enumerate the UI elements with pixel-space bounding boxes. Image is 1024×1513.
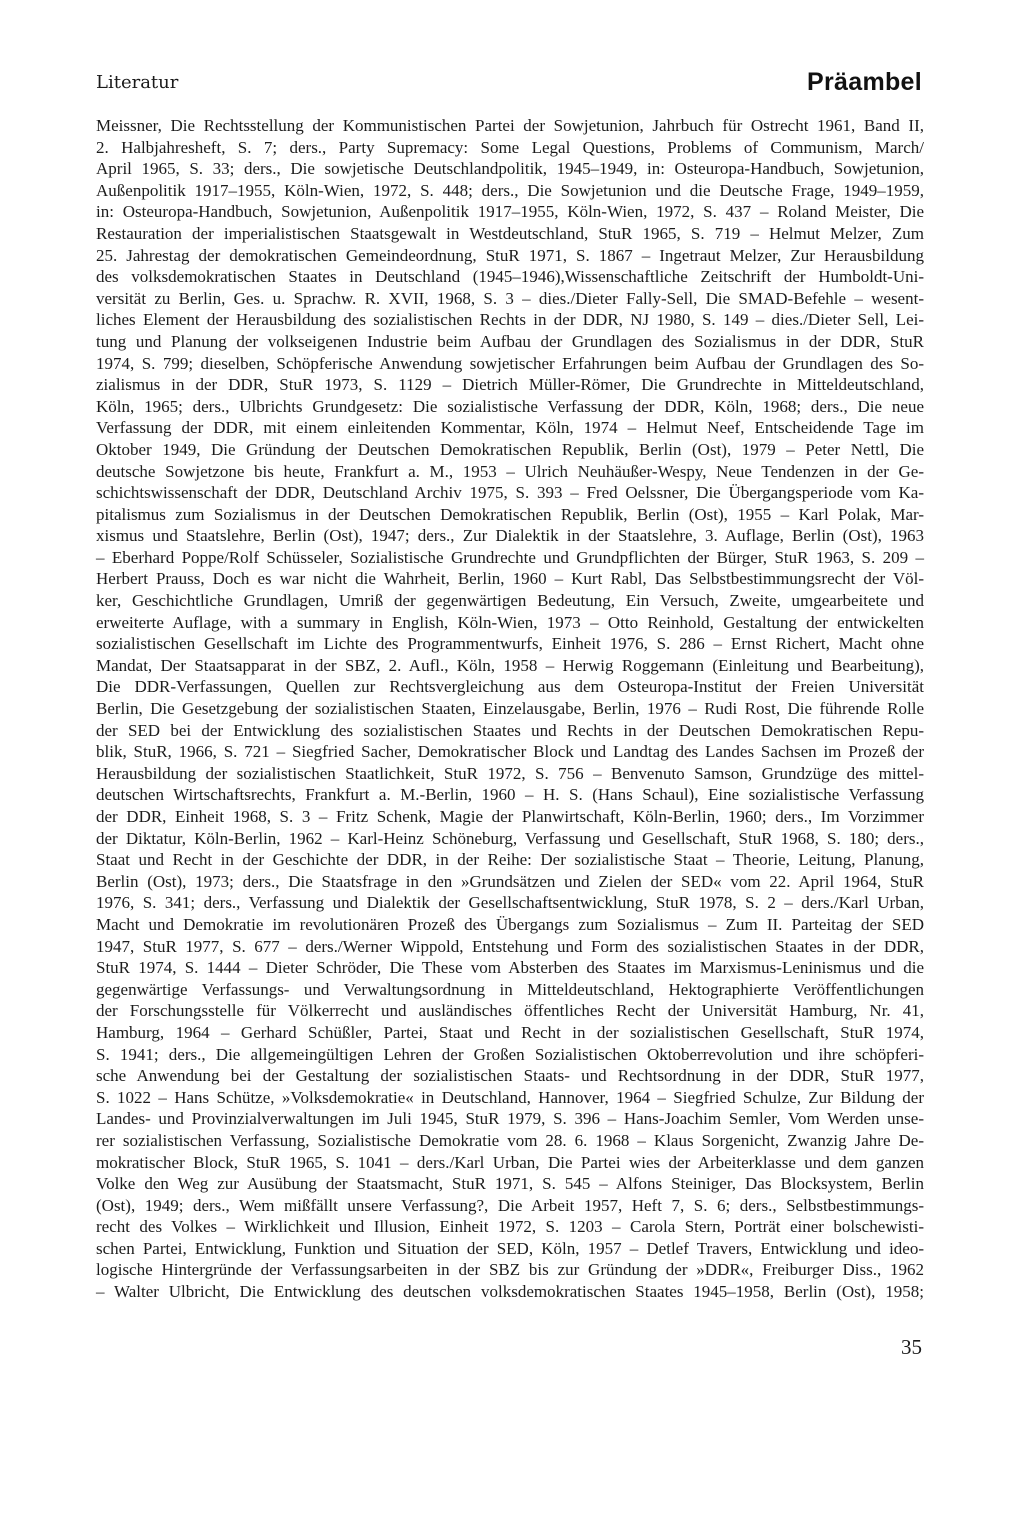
text-line: Herbert Prauss, Doch es war nicht die Wahrheit, Berlin, 1960 – Kurt Rabl, Das Selbstbestimmungsrecht der Völ- [96, 569, 924, 589]
page-number: 35 [901, 1335, 922, 1359]
text-line: pitalismus zum Sozialismus in der Deutschen Demokratischen Republik, Berlin (Ost), 1955 – Karl Polak, Mar- [96, 504, 924, 524]
text-line: xismus und Staatslehre, Berlin (Ost), 1947; ders., Zur Dialektik in der Staatslehre, 3. Auflage, Berlin (Ost), 1963 [96, 526, 924, 546]
text-line: Oktober 1949, Die Gründung der Deutschen Demokratischen Republik, Berlin (Ost), 1979 – Peter Nettl, Die [96, 439, 924, 459]
text-line: Macht und Demokratie im revolutionären Prozeß des Übergangs zum Sozialismus – Zum II. Parteitag der SED [96, 914, 924, 934]
text-line: tung und Planung der volkseigenen Industrie beim Aufbau der Grundlagen des Sozialismus in der DDR, StuR [96, 331, 924, 351]
text-line: Mandat, Der Staatsapparat in der SBZ, 2. Aufl., Köln, 1958 – Herwig Roggemann (Einleitung und Bearbeitung), [96, 655, 924, 675]
text-line: 1947, StuR 1977, S. 677 – ders./Werner Wippold, Entstehung und Form des sozialistischen Staates in der DDR, [96, 936, 924, 956]
text-line: der DDR, Einheit 1968, S. 3 – Fritz Schenk, Magie der Planwirtschaft, Köln-Berlin, 1960; ders., Im Vorzimmer [96, 807, 924, 826]
text-line: – Eberhard Poppe/Rolf Schüsseler, Sozialistische Grundrechte und Grundpflichten der Bürger, StuR 1963, S. 209 – [96, 547, 924, 567]
running-head: Literatur [96, 72, 179, 93]
text-line: zialismus in der DDR, StuR 1973, S. 1129 – Dietrich Müller-Römer, Die Grundrechte in Mitteldeutschland, [96, 375, 924, 395]
text-line: recht des Volkes – Wirklichkeit und Illusion, Einheit 1972, S. 1203 – Carola Stern, Porträt einer bolschewisti- [96, 1217, 924, 1237]
text-line: – Walter Ulbricht, Die Entwicklung des deutschen volksdemokratischen Staates 1945–1958, Berlin (Ost), 1958; [96, 1282, 924, 1302]
text-line: der Diktatur, Köln-Berlin, 1962 – Karl-Heinz Schöneburg, Verfassung und Gesellschaft, StuR 1968, S. 180; ders., [96, 828, 924, 848]
text-line: Berlin, Die Gesetzgebung der sozialistischen Staaten, Einzelausgabe, Berlin, 1976 – Rudi Rost, Die führende Rolle [96, 699, 924, 719]
text-line: sche Anwendung bei der Gestaltung der sozialistischen Staats- und Rechtsordnung in der DDR, StuR 1977, [96, 1066, 924, 1086]
text-line: Verfassung der DDR, mit einem einleitenden Kommentar, Köln, 1974 – Helmut Neef, Entscheidende Tage im [96, 418, 924, 438]
text-line: schen Partei, Entwicklung, Funktion und Situation der SED, Köln, 1957 – Detlef Travers, Entwicklung und ideo- [96, 1238, 924, 1258]
text-line: deutschen Wirtschaftsrechts, Frankfurt a. M.-Berlin, 1960 – H. S. (Hans Schaul), Eine sozialistische Verfassung [96, 785, 924, 805]
text-line: erweiterte Auflage, with a summary in English, Köln-Wien, 1973 – Otto Reinhold, Gestaltung der entwickelten [96, 612, 924, 632]
text-line: logische Hintergründe der Verfassungsarbeiten in der SBZ bis zur Gründung der »DDR«, Freiburger Diss., 1962 [96, 1260, 924, 1280]
text-line [96, 1303, 924, 1325]
text-line: Hamburg, 1964 – Gerhard Schüßler, Partei, Staat und Recht in der sozialistischen Gesellschaft, StuR 1974, [96, 1022, 924, 1042]
text-line: blik, StuR, 1966, S. 721 – Siegfried Sacher, Demokratischer Block und Landtag des Landes Sachsen im Prozeß der [96, 742, 924, 762]
text-line: 1976, S. 341; ders., Verfassung und Dialektik der Gesellschaftsentwicklung, StuR 1978, S. 2 – ders./Karl Urban, [96, 893, 924, 913]
text-line: des volksdemokratischen Staates in Deutschland (1945–1946),Wissenschaftliche Zeitschrift der Humboldt-Uni- [96, 267, 924, 287]
text-line: Die DDR-Verfassungen, Quellen zur Rechtsvergleichung aus dem Osteuropa-Institut der Freien Universität [96, 677, 924, 697]
text-line: deutsche Sowjetzone bis heute, Frankfurt a. M., 1953 – Ulrich Neuhäußer-Wespy, Neue Tendenzen in der Ge- [96, 461, 924, 481]
text-line: S. 1941; ders., Die allgemeingültigen Lehren der Großen Sozialistischen Oktoberrevolution und ihre schöpferi- [96, 1044, 924, 1064]
text-line: Restauration der imperialistischen Staatsgewalt in Westdeutschland, StuR 1965, S. 719 – Helmut Melzer, Zum [96, 223, 924, 243]
bibliography-text [96, 115, 924, 1324]
text-line: Berlin (Ost), 1973; ders., Die Staatsfrage in den »Grundsätzen und Zielen der SED« vom 22. April 1964, StuR [96, 871, 924, 891]
text-line: Köln, 1965; ders., Ulbrichts Grundgesetz: Die sozialistische Verfassung der DDR, Köln, 1968; ders., Die neue [96, 396, 924, 416]
text-line: der Forschungsstelle für Völkerrecht und ausländisches öffentliches Recht der Universität Hamburg, Nr. 41, [96, 1001, 924, 1021]
text-line: Staat und Recht in der Geschichte der DDR, in der Reihe: Der sozialistische Staat – Theorie, Leitung, Planung, [96, 850, 924, 870]
text-line: StuR 1974, S. 1444 – Dieter Schröder, Die These vom Absterben des Staates im Marxismus-Leninismus und die [96, 958, 924, 978]
text-line: April 1965, S. 33; ders., Die sowjetische Deutschlandpolitik, 1945–1949, in: Osteuropa-Handbuch, Sowjetunion, [96, 159, 924, 179]
text-line: 1974, S. 799; dieselben, Schöpferische Anwendung sowjetischer Erfahrungen beim Aufbau der Grundlagen des So- [96, 353, 924, 373]
text-line: Meissner, Die Rechtsstellung der Kommunistischen Partei der Sowjetunion, Jahrbuch für Ostrecht 1961, Band II, [96, 116, 924, 135]
text-line: versität zu Berlin, Ges. u. Sprachw. R. XVII, 1968, S. 3 – dies./Dieter Fally-Sell, Die SMAD-Befehle – wesent- [96, 288, 924, 308]
text-line: Herausbildung der sozialistischen Staatlichkeit, StuR 1972, S. 756 – Benvenuto Samson, Grundzüge des mittel- [96, 763, 924, 783]
text-line: mokratischer Block, StuR 1965, S. 1041 – ders./Karl Urban, Die Partei wies der Arbeiterklasse und dem ganzen [96, 1152, 924, 1172]
text-line: sozialistischen Gesellschaft im Lichte des Programmentwurfs, Einheit 1976, S. 286 – Ernst Richert, Macht ohne [96, 634, 924, 654]
text-line: liches Element der Herausbildung des sozialistischen Rechts in der DDR, NJ 1980, S. 149 – dies./Dieter Sell, Lei- [96, 310, 924, 330]
text-line: rer sozialistischen Verfassung, Sozialistische Demokratie vom 28. 6. 1968 – Klaus Sorgenicht, Zwanzig Jahre De- [96, 1130, 924, 1150]
text-line: gegenwärtige Verfassungs- und Verwaltungsordnung in Mitteldeutschland, Hektographierte Veröffentlichungen [96, 979, 924, 999]
text-line: 2. Halbjahresheft, S. 7; ders., Party Supremacy: Some Legal Questions, Problems of Communism, March/ [96, 137, 924, 157]
text-line: Volke den Weg zur Ausübung der Staatsmacht, StuR 1971, S. 545 – Alfons Steiniger, Das Blocksystem, Berlin [96, 1174, 924, 1194]
text-line: Außenpolitik 1917–1955, Köln-Wien, 1972, S. 448; ders., Die Sowjetunion und die Deutsche Frage, 1949–1959, [96, 180, 924, 200]
text-line: S. 1022 – Hans Schütze, »Volksdemokratie« in Deutschland, Hannover, 1964 – Siegfried Schulze, Zur Bildung der [96, 1087, 924, 1107]
text-line: der SED bei der Entwicklung des sozialistischen Staates und Rechts in der Deutschen Demokratischen Repu- [96, 720, 924, 740]
text-line: in: Osteuropa-Handbuch, Sowjetunion, Außenpolitik 1917–1955, Köln-Wien, 1972, S. 437 – Roland Meister, Die [96, 202, 924, 222]
text-line: Landes- und Provinzialverwaltungen im Juli 1945, StuR 1979, S. 396 – Hans-Joachim Semler, Vom Werden unse- [96, 1109, 924, 1129]
text-line: schichtswissenschaft der DDR, Deutschland Archiv 1975, S. 393 – Fred Oelssner, Die Übergangsperiode vom Ka- [96, 483, 924, 503]
text-line: ker, Geschichtliche Grundlagen, Umriß der gegenwärtigen Bedeutung, Ein Versuch, Zweite, umgearbeitete und [96, 591, 924, 611]
text-line: 25. Jahrestag der demokratischen Gemeindeordnung, StuR 1971, S. 1867 – Ingetraut Melzer, Zur Herausbildung [96, 245, 924, 265]
text-line: (Ost), 1949; ders., Wem mißfällt unsere Verfassung?, Die Arbeit 1957, Heft 7, S. 6; ders., Selbstbestimmungs- [96, 1195, 924, 1215]
section-title: Präambel [807, 68, 922, 96]
